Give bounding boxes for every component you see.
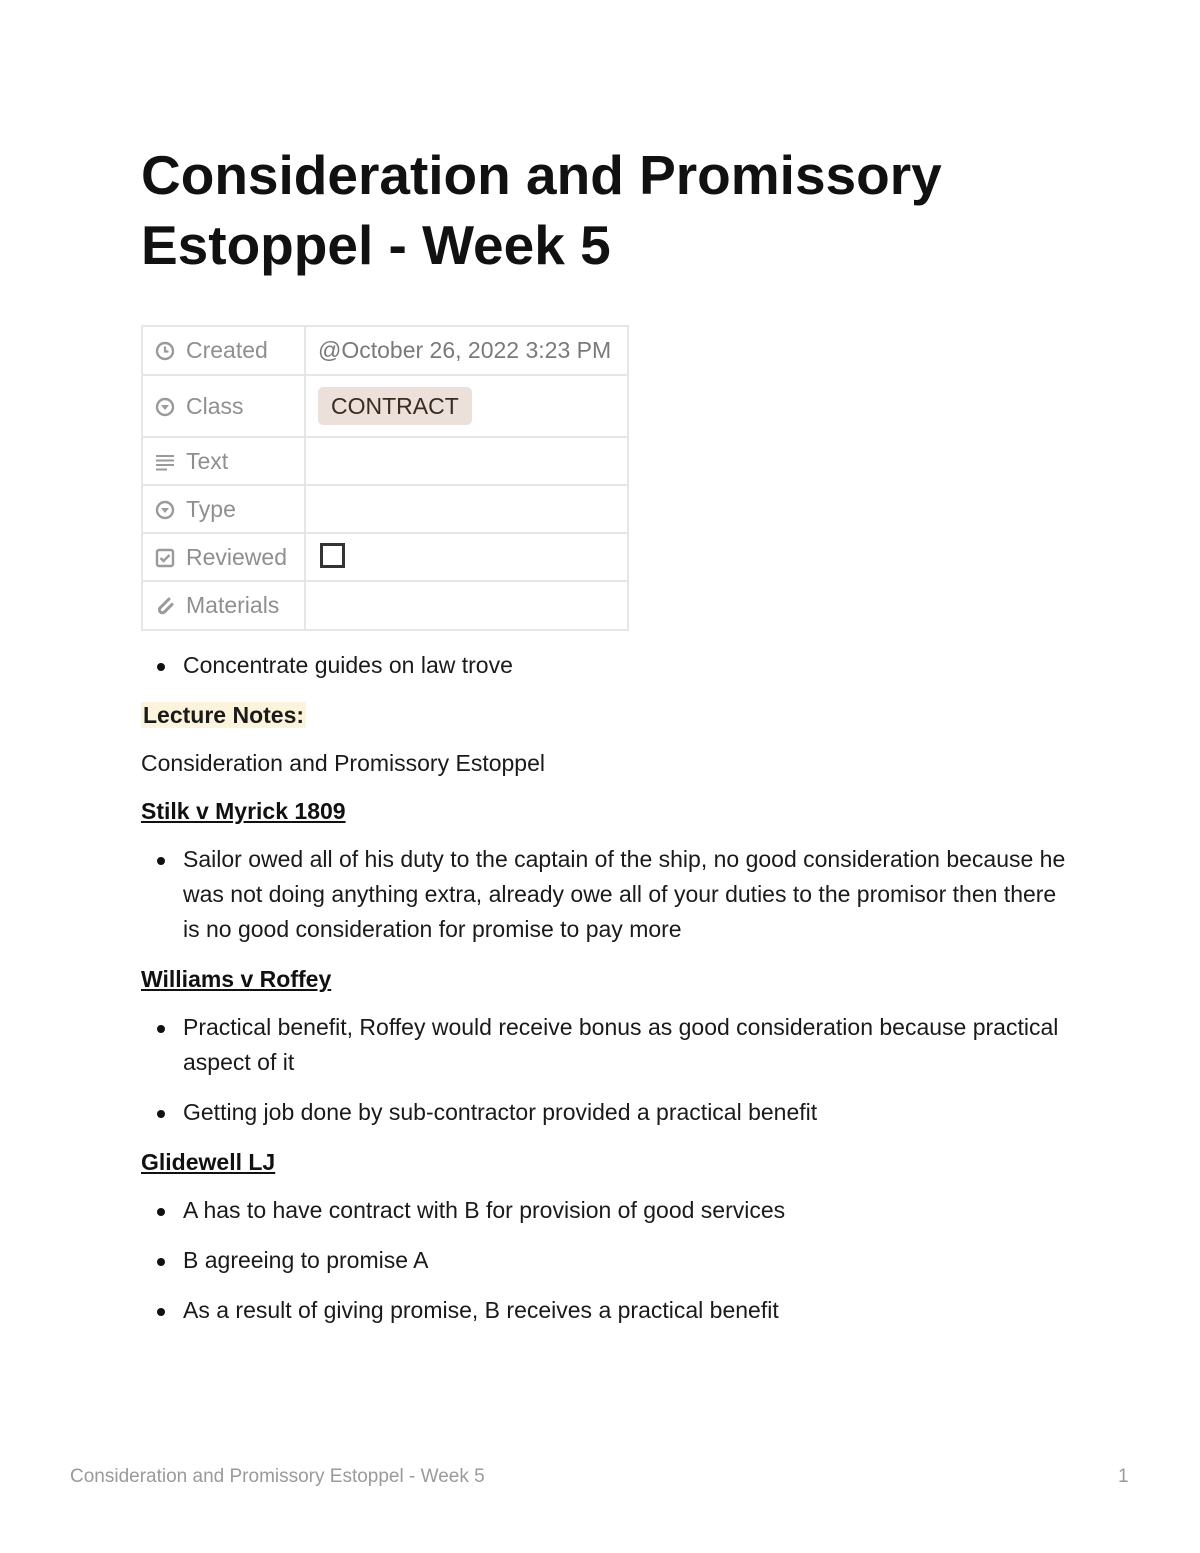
property-value-materials[interactable] bbox=[305, 581, 628, 630]
page-title: Consideration and Promissory Estoppel - Week 5 bbox=[141, 144, 942, 276]
property-label: Class bbox=[186, 392, 244, 419]
property-key-class bbox=[142, 375, 305, 437]
property-key-text bbox=[142, 437, 305, 485]
section-bullet-list bbox=[141, 842, 1071, 947]
page-number: 1 bbox=[1118, 1466, 1129, 1487]
lecture-notes-label: Lecture Notes: bbox=[143, 702, 305, 728]
property-key-reviewed bbox=[142, 533, 305, 581]
property-value-created: @October 26, 2022 3:23 PM bbox=[305, 326, 628, 375]
list-item: Getting job done by sub-contractor provided a practical benefit bbox=[183, 1095, 1071, 1130]
paperclip-icon bbox=[155, 596, 175, 616]
property-label: Type bbox=[186, 495, 236, 522]
property-row-materials bbox=[142, 581, 628, 630]
footer-doc-title: Consideration and Promissory Estoppel - Week 5 bbox=[70, 1466, 485, 1487]
lecture-notes-paragraph bbox=[141, 698, 1071, 733]
property-row-class bbox=[142, 375, 628, 437]
property-row-created bbox=[142, 326, 628, 375]
property-row-text bbox=[142, 437, 628, 485]
section-bullet-list bbox=[141, 1193, 1071, 1328]
list-item: Concentrate guides on law trove bbox=[183, 648, 1071, 683]
property-key-materials bbox=[142, 581, 305, 630]
top-bullet-list bbox=[141, 648, 1071, 683]
checkbox-icon bbox=[155, 548, 175, 568]
properties-table bbox=[141, 325, 629, 631]
list-item: Sailor owed all of his duty to the captain of the ship, no good consideration because he was not doing anything extra, already owe all of your duties to the promisor then there is no good consideration for promise to pay more bbox=[183, 842, 1071, 947]
reviewed-checkbox[interactable] bbox=[320, 543, 345, 568]
property-label: Reviewed bbox=[186, 543, 287, 570]
section-heading-williams: Williams v Roffey bbox=[141, 966, 332, 992]
list-item: Practical benefit, Roffey would receive bonus as good consideration because practical aspect of it bbox=[183, 1010, 1071, 1080]
select-icon bbox=[155, 500, 175, 520]
property-value-type[interactable] bbox=[305, 485, 628, 533]
list-item: B agreeing to promise A bbox=[183, 1243, 1071, 1278]
subtitle: Consideration and Promissory Estoppel bbox=[141, 750, 545, 776]
property-label: Created bbox=[186, 337, 268, 363]
page-content bbox=[141, 648, 1071, 1343]
property-value-text[interactable] bbox=[305, 437, 628, 485]
property-row-type bbox=[142, 485, 628, 533]
property-label: Text bbox=[186, 447, 229, 474]
section-heading-stilk: Stilk v Myrick 1809 bbox=[141, 798, 346, 824]
property-label: Materials bbox=[186, 592, 280, 618]
select-icon bbox=[155, 397, 175, 417]
property-value-reviewed bbox=[305, 533, 628, 581]
text-lines-icon bbox=[155, 452, 175, 472]
list-item: A has to have contract with B for provision of good services bbox=[183, 1193, 1071, 1228]
list-item: As a result of giving promise, B receives a practical benefit bbox=[183, 1293, 1071, 1328]
section-bullet-list bbox=[141, 1010, 1071, 1130]
property-row-reviewed bbox=[142, 533, 628, 581]
property-key-created bbox=[142, 326, 305, 375]
class-tag[interactable]: CONTRACT bbox=[318, 387, 472, 425]
clock-icon bbox=[155, 341, 175, 361]
property-key-type bbox=[142, 485, 305, 533]
property-value-class bbox=[305, 375, 628, 437]
section-heading-glidewell: Glidewell LJ bbox=[141, 1149, 276, 1175]
